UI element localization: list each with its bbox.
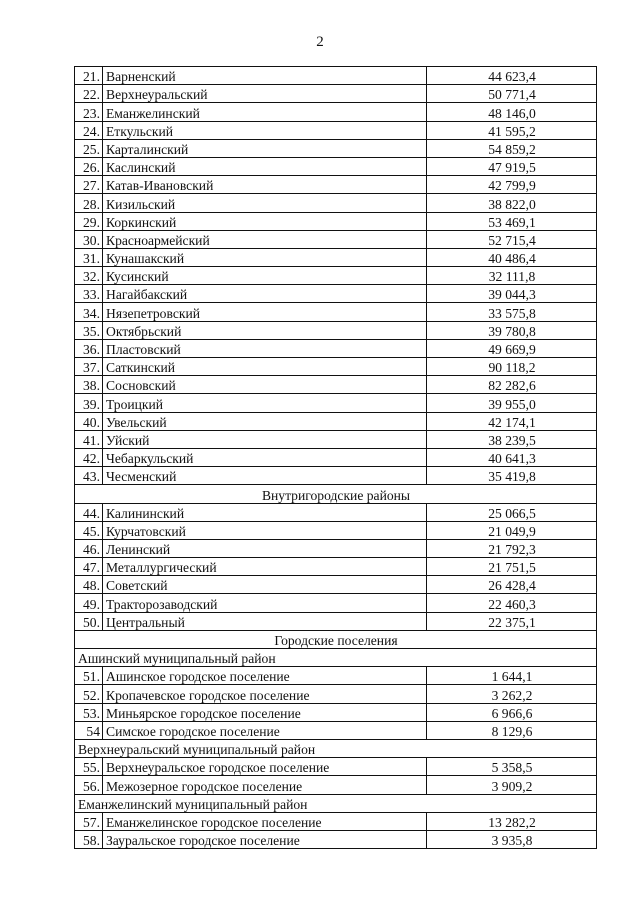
row-value: 3 935,8 [427,830,597,848]
row-value: 90 118,2 [427,358,597,376]
row-value: 13 282,2 [427,812,597,830]
section-header: Городские поселения [75,630,597,648]
row-name: Межозерное городское поселение [103,776,427,794]
row-number: 22. [75,85,103,103]
row-number: 54 [75,721,103,739]
row-number: 56. [75,776,103,794]
table-row [75,448,597,466]
row-name: Катав-Ивановский [103,176,427,194]
row-number: 36. [75,339,103,357]
row-number: 24. [75,121,103,139]
table-row [75,103,597,121]
row-value: 33 575,8 [427,303,597,321]
row-number: 21. [75,67,103,85]
table-row [75,303,597,321]
row-value: 48 146,0 [427,103,597,121]
row-value: 26 428,4 [427,576,597,594]
district-header: Еманжелинский муниципальный район [75,794,597,812]
row-name: Троицкий [103,394,427,412]
row-number: 40. [75,412,103,430]
row-number: 47. [75,558,103,576]
row-name: Саткинский [103,358,427,376]
section-header-row [75,485,597,503]
table-row [75,612,597,630]
table-row [75,139,597,157]
row-value: 38 239,5 [427,430,597,448]
row-number: 45. [75,521,103,539]
table-row [75,594,597,612]
row-value: 3 909,2 [427,776,597,794]
section-header-row [75,630,597,648]
district-header-row [75,649,597,667]
row-name: Чесменский [103,467,427,485]
table-row [75,321,597,339]
row-name: Сосновский [103,376,427,394]
row-number: 33. [75,285,103,303]
row-name: Симское городское поселение [103,721,427,739]
row-number: 43. [75,467,103,485]
table-row [75,358,597,376]
row-name: Ленинский [103,539,427,557]
table-row [75,67,597,85]
section-header: Внутригородские районы [75,485,597,503]
row-number: 51. [75,667,103,685]
row-value: 6 966,6 [427,703,597,721]
row-name: Чебаркульский [103,448,427,466]
district-header-row [75,794,597,812]
row-name: Увельский [103,412,427,430]
row-number: 53. [75,703,103,721]
row-number: 32. [75,267,103,285]
row-number: 34. [75,303,103,321]
row-name: Красноармейский [103,230,427,248]
row-value: 22 460,3 [427,594,597,612]
row-name: Кусинский [103,267,427,285]
table-row [75,576,597,594]
row-value: 22 375,1 [427,612,597,630]
table-row [75,376,597,394]
row-value: 32 111,8 [427,267,597,285]
row-name: Советский [103,576,427,594]
table-row [75,176,597,194]
table-row [75,430,597,448]
row-number: 48. [75,576,103,594]
row-name: Уйский [103,430,427,448]
table-row [75,667,597,685]
table-row [75,776,597,794]
table-row [75,758,597,776]
row-value: 21 751,5 [427,558,597,576]
table-row [75,212,597,230]
table-row [75,267,597,285]
row-name: Нязепетровский [103,303,427,321]
row-value: 21 792,3 [427,539,597,557]
district-header-row [75,739,597,757]
page-number: 2 [316,34,324,50]
row-number: 41. [75,430,103,448]
row-number: 30. [75,230,103,248]
table-row [75,394,597,412]
row-number: 42. [75,448,103,466]
table-row [75,248,597,266]
district-header: Верхнеуральский муниципальный район [75,739,597,757]
row-name: Каслинский [103,157,427,175]
table-row [75,703,597,721]
row-name: Зауральское городское поселение [103,830,427,848]
row-value: 39 780,8 [427,321,597,339]
row-number: 23. [75,103,103,121]
row-name: Кунашакский [103,248,427,266]
row-name: Карталинский [103,139,427,157]
row-name: Центральный [103,612,427,630]
table-row [75,558,597,576]
row-number: 31. [75,248,103,266]
row-value: 42 174,1 [427,412,597,430]
row-value: 25 066,5 [427,503,597,521]
row-value: 50 771,4 [427,85,597,103]
row-number: 55. [75,758,103,776]
row-number: 46. [75,539,103,557]
row-number: 27. [75,176,103,194]
row-number: 50. [75,612,103,630]
row-number: 38. [75,376,103,394]
row-value: 3 262,2 [427,685,597,703]
table-row [75,339,597,357]
row-value: 21 049,9 [427,521,597,539]
table-row [75,157,597,175]
row-value: 49 669,9 [427,339,597,357]
table-row [75,467,597,485]
row-value: 42 799,9 [427,176,597,194]
row-name: Нагайбакский [103,285,427,303]
row-number: 44. [75,503,103,521]
row-value: 47 919,5 [427,157,597,175]
row-number: 37. [75,358,103,376]
table-row [75,812,597,830]
row-name: Миньярское городское поселение [103,703,427,721]
row-number: 29. [75,212,103,230]
row-number: 57. [75,812,103,830]
row-name: Верхнеуральское городское поселение [103,758,427,776]
row-value: 8 129,6 [427,721,597,739]
budget-table [74,66,597,849]
table-row [75,539,597,557]
row-name: Верхнеуральский [103,85,427,103]
row-number: 58. [75,830,103,848]
row-name: Пластовский [103,339,427,357]
row-name: Курчатовский [103,521,427,539]
district-header: Ашинский муниципальный район [75,649,597,667]
row-value: 53 469,1 [427,212,597,230]
table-row [75,721,597,739]
row-name: Еманжелинское городское поселение [103,812,427,830]
row-value: 35 419,8 [427,467,597,485]
table-row [75,521,597,539]
row-number: 35. [75,321,103,339]
row-number: 49. [75,594,103,612]
row-name: Тракторозаводский [103,594,427,612]
row-value: 1 644,1 [427,667,597,685]
row-value: 40 486,4 [427,248,597,266]
row-name: Ашинское городское поселение [103,667,427,685]
row-name: Варненский [103,67,427,85]
row-number: 25. [75,139,103,157]
row-number: 39. [75,394,103,412]
row-name: Еткульский [103,121,427,139]
row-name: Кропачевское городское поселение [103,685,427,703]
row-name: Октябрьский [103,321,427,339]
row-value: 54 859,2 [427,139,597,157]
row-value: 52 715,4 [427,230,597,248]
row-value: 44 623,4 [427,67,597,85]
row-name: Металлургический [103,558,427,576]
row-number: 26. [75,157,103,175]
row-value: 41 595,2 [427,121,597,139]
table-row [75,194,597,212]
table-row [75,85,597,103]
table-row [75,412,597,430]
row-number: 28. [75,194,103,212]
table-row [75,830,597,848]
table-row [75,230,597,248]
row-name: Коркинский [103,212,427,230]
row-value: 39 044,3 [427,285,597,303]
row-name: Еманжелинский [103,103,427,121]
table-row [75,503,597,521]
row-name: Калининский [103,503,427,521]
table-row [75,121,597,139]
row-value: 82 282,6 [427,376,597,394]
row-value: 39 955,0 [427,394,597,412]
row-value: 38 822,0 [427,194,597,212]
table-row [75,285,597,303]
row-value: 40 641,3 [427,448,597,466]
row-name: Кизильский [103,194,427,212]
row-value: 5 358,5 [427,758,597,776]
table-row [75,685,597,703]
row-number: 52. [75,685,103,703]
budget-table-body [75,67,597,849]
